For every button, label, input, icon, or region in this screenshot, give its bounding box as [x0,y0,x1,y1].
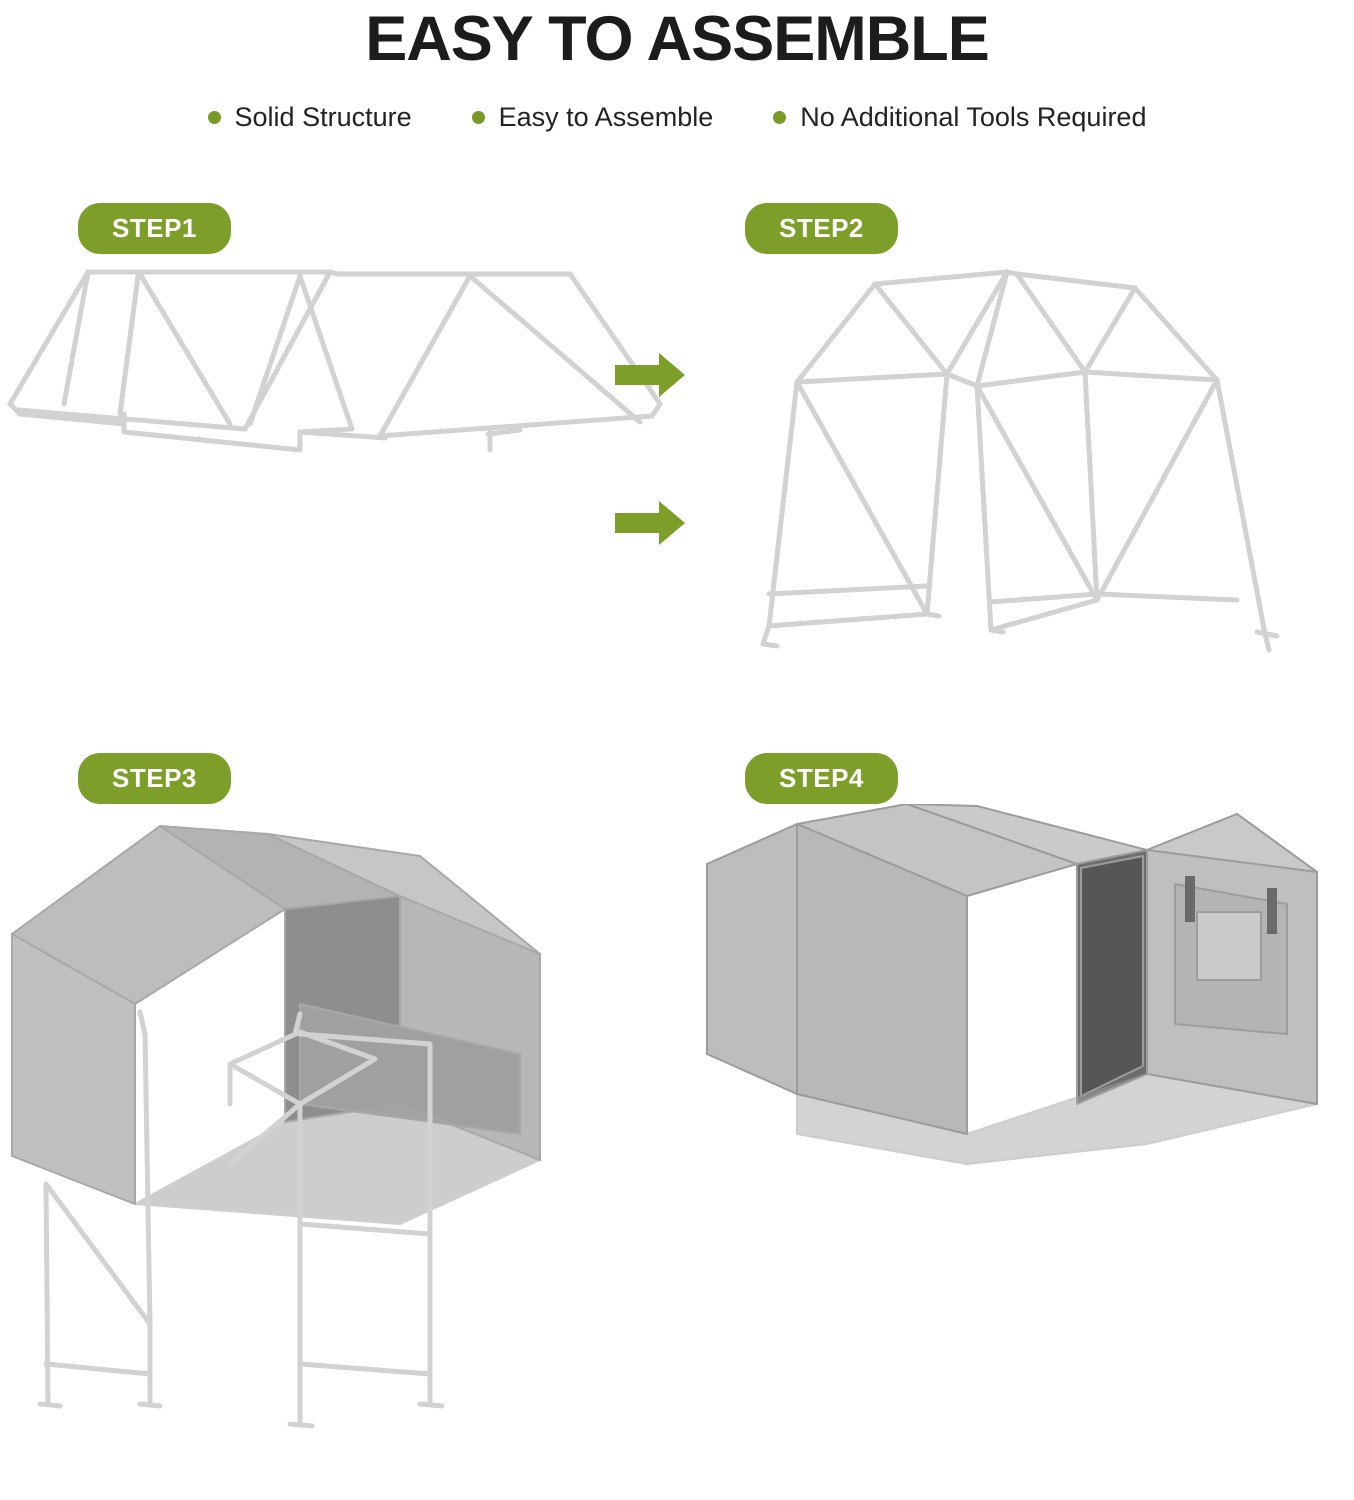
header [0,0,1354,133]
bullet-dot-icon [208,111,221,124]
step-4-cell [677,753,1354,1393]
roof-frame-diagram [0,254,677,554]
arrow-step1-to-step2 [615,353,687,397]
step-3-badge-wrap [78,753,677,804]
steps-row-2 [0,753,1354,1393]
step-4-badge-wrap [745,753,1354,804]
feature-label: No Additional Tools Required [800,102,1147,133]
steps-row-1 [0,203,1354,723]
step-3-illustration [0,804,677,1444]
feature-item [472,102,714,133]
feature-list [0,102,1354,133]
step-4-illustration [677,804,1354,1444]
step-2-badge-wrap [745,203,1354,254]
page-title: EASY TO ASSEMBLE [365,4,989,74]
step-3-cell [0,753,677,1393]
step-2-badge: STEP2 [745,203,898,254]
feature-label: Solid Structure [234,102,412,133]
step-1-badge: STEP1 [78,203,231,254]
step-1-badge-wrap [78,203,677,254]
feature-label: Easy to Assemble [498,102,714,133]
bullet-dot-icon [773,111,786,124]
step-1-illustration [0,254,677,554]
step-1-cell [0,203,677,723]
step-3-badge: STEP3 [78,753,231,804]
assembly-steps [0,203,1354,1393]
step-2-illustration [677,254,1354,694]
feature-item [208,102,412,133]
bullet-dot-icon [472,111,485,124]
finished-shed-diagram [677,804,1354,1444]
feature-item [773,102,1146,133]
arrow-step3-to-step4 [615,501,687,545]
step-4-badge: STEP4 [745,753,898,804]
full-frame-diagram [677,254,1354,694]
canopy-on-frame-diagram [0,804,677,1444]
step-2-cell [677,203,1354,723]
